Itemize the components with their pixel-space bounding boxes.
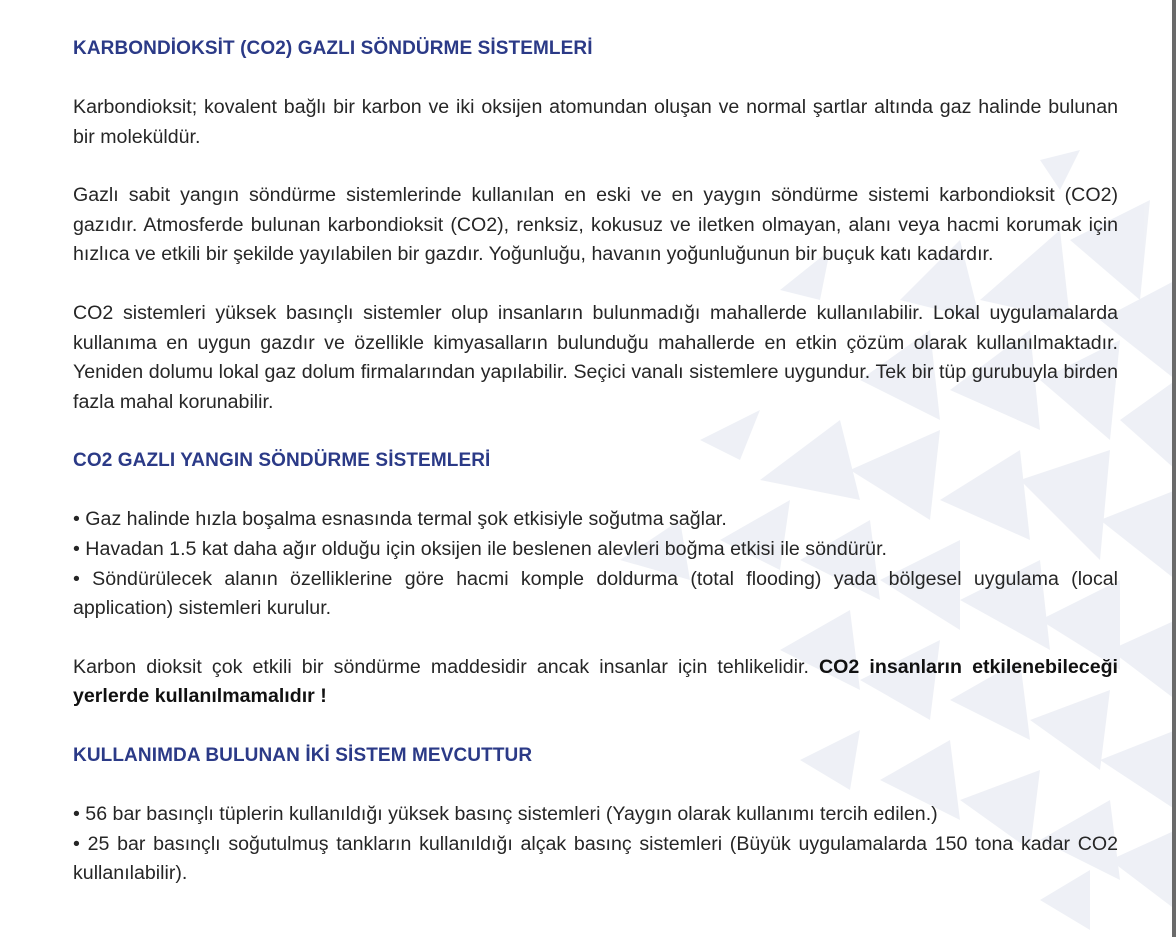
bullet-item: • Söndürülecek alanın özelliklerine göre hacmi komple doldurma (total flooding) yada bölgesel uygulama (local application) sistemleri kurulur.	[73, 567, 1118, 620]
section-heading-two-systems: KULLANIMDA BULUNAN İKİ SİSTEM MEVCUTTUR	[73, 744, 533, 766]
bullet-item: • Havadan 1.5 kat daha ağır olduğu için oksijen ile beslenen alevleri boğma etkisi ile söndürür.	[73, 537, 887, 560]
section-heading-co2-fire-systems: CO2 GAZLI YANGIN SÖNDÜRME SİSTEMLERİ	[73, 450, 491, 472]
paragraph-definition: Karbondioksit; kovalent bağlı bir karbon ve iki oksijen atomundan oluşan ve normal şartlar altında gaz halinde bulunan bir moleküldür.	[73, 96, 1118, 148]
bullet-item: • Gaz halinde hızla boşalma esnasında termal şok etkisiyle soğutma sağlar.	[73, 508, 727, 531]
paragraph-usage: Gazlı sabit yangın söndürme sistemlerinde kullanılan en eski ve en yaygın söndürme sistemi karbondioksit (CO2) gazıdır. Atmosferde bulunan karbondioksit (CO2), renksiz, kokusuz ve iletken olmayan, alanı veya hacmi korumak için hızlıca ve etkili bir şekilde yayılabilen bir gazdır. Yoğunluğu, havanın yoğunluğunun bir buçuk katı kadardır.	[73, 184, 1118, 266]
paragraph-high-pressure: CO2 sistemleri yüksek basınçlı sistemler olup insanların bulunmadığı mahallerde kullanılabilir. Lokal uygulamalarda kullanıma en uygun gazdır ve özellikle kimyasalların bulunduğu mahallerde en etkin çözüm olarak kullanılmaktadır. Yeniden dolumu lokal gaz dolum firmalarından yapılabilir. Seçici vanalı sistemlere uygundur. Tek bir tüp gurubuyla birden fazla mahal korunabilir.	[73, 301, 1118, 413]
section-heading-co2-systems: KARBONDİOKSİT (CO2) GAZLI SÖNDÜRME SİSTEMLERİ	[73, 38, 593, 59]
paragraph-warning	[73, 653, 1118, 712]
warning-text: Karbon dioksit çok etkili bir söndürme maddesidir ancak insanlar için tehlikelidir.	[73, 655, 820, 678]
document-content	[73, 34, 1118, 889]
bullet-item: • 56 bar basınçlı tüplerin kullanıldığı yüksek basınç sistemleri (Yaygın olarak kullanımı tercih edilen.)	[73, 802, 938, 825]
warning-bold-text: CO2 insanların etkilenebileceği yerlerde kullanılmamalıdır !	[73, 655, 1118, 708]
bullet-item: • 25 bar basınçlı soğutulmuş tankların kullanıldığı alçak basınç sistemleri (Büyük uygulamalarda 150 tona kadar CO2 kullanılabilir).	[73, 832, 1118, 885]
page-edge	[1172, 0, 1176, 937]
